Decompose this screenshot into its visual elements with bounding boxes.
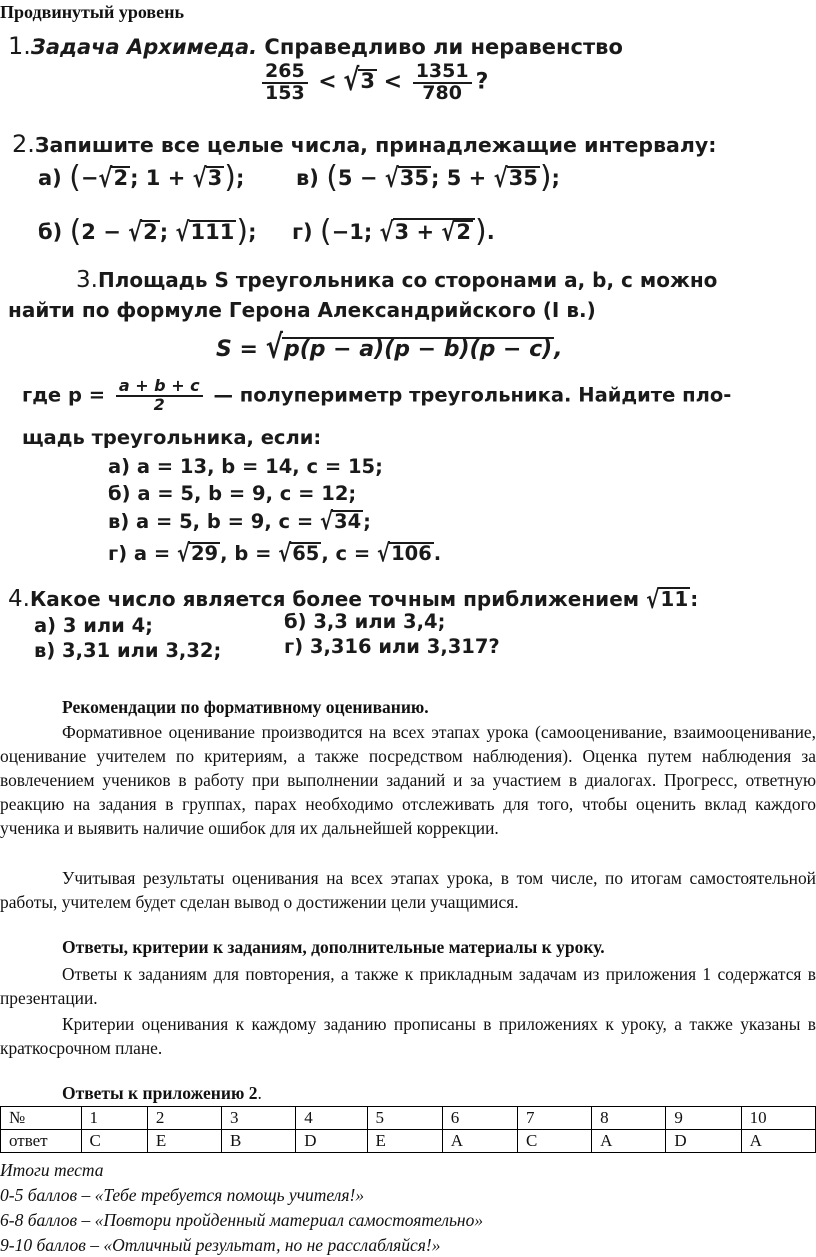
task4-heading: [8, 586, 698, 612]
task3-line3: [22, 378, 731, 414]
task4-item-v: в) 3,31 или 3,32;: [34, 639, 222, 662]
expr: ;: [551, 166, 560, 190]
fraction-265-153: $\frac{265}{153}$: [262, 62, 308, 104]
task3-item-b: б) a = 5, b = 9, c = 12;: [108, 482, 357, 505]
table-cell: 4: [296, 1107, 367, 1130]
paren-close: ): [236, 214, 249, 249]
paren-close: ): [539, 160, 552, 195]
task3-line2: найти по формуле Герона Александрийского (I в.): [8, 298, 596, 322]
expr: в) a = 5, b = 9, c =: [108, 510, 320, 533]
question-mark: ?: [475, 69, 489, 95]
expr: 2 −: [81, 220, 129, 244]
table-cell: 5: [367, 1107, 442, 1130]
table-cell: 10: [741, 1107, 815, 1130]
table-header-row: [1, 1107, 816, 1130]
item-label: в): [296, 166, 319, 190]
expr: .: [486, 220, 495, 244]
answers-paragraph-2: Критерии оценивания к каждому заданию прописаны в приложениях к уроку, а также указаны в краткосрочном плане.: [0, 1014, 816, 1058]
title-dot: .: [257, 1083, 262, 1103]
results-line-2: 6-8 баллов – «Повтори пройденный материал самостоятельно»: [0, 1210, 484, 1230]
table-cell: 2: [147, 1107, 221, 1130]
table-cell: A: [442, 1130, 517, 1153]
paren-open: (: [69, 160, 81, 195]
expr: ;: [248, 220, 257, 244]
table-cell: D: [666, 1130, 741, 1153]
expr: S =: [216, 337, 266, 362]
paren-open: (: [326, 160, 338, 195]
table-cell: ответ: [1, 1130, 82, 1153]
results-title: Итоги теста: [0, 1160, 104, 1180]
task3-line4: щадь треугольника, если:: [22, 426, 322, 449]
table-cell: №: [1, 1107, 82, 1130]
task2-item-a: [38, 160, 244, 195]
table-cell: Е: [147, 1130, 221, 1153]
recommend-paragraph-1: Формативное оценивание производится на всех этапах урока (самооценивание, взаимооценивание, оценивание учителем по критериям, а также посредством наблюдения). Оценка путем наблюдения за вовлечением учеников в работу при выполнении заданий и за участием в диалогах. Прогресс, ответную реакцию на задания в группах, парах необходимо отслеживать для того, чтобы оценить вклад каждого ученика и выявить наличие ошибок для их дальнейшей коррекции.: [0, 722, 816, 838]
task3-number: 3.: [76, 267, 98, 293]
table-cell: 9: [666, 1107, 741, 1130]
task2-number: 2.: [12, 130, 35, 158]
fraction-semi-perimeter: $\frac{a + b + c}{2}$: [116, 378, 203, 414]
results-line-3: 9-10 баллов – «Отличный результат, но не расслабляйся!»: [0, 1235, 441, 1255]
answers-paragraph-1: Ответы к заданиям для повторения, а также к прикладным задачам из приложения 1 содержатся в презентации.: [0, 964, 816, 1008]
expr: −: [80, 166, 99, 190]
table-cell: C: [517, 1130, 591, 1153]
task2-item-v: [296, 160, 560, 195]
less-than: <: [318, 69, 337, 95]
sqrt-35: √35: [384, 163, 430, 193]
expr: г) a =: [108, 542, 177, 565]
task2-item-g: [292, 214, 495, 249]
expr: ,: [554, 337, 563, 362]
sqrt-3: √3: [192, 163, 223, 193]
task3-text: Площадь S треугольника со сторонами a, b, c можно: [97, 268, 718, 292]
task1-number: 1.: [8, 32, 31, 60]
sqrt-65: √65: [278, 539, 320, 568]
table-cell: 8: [592, 1107, 666, 1130]
expr: где p =: [22, 383, 112, 407]
expr: ;: [159, 220, 176, 244]
expr: ;: [363, 510, 371, 533]
table-cell: 6: [442, 1107, 517, 1130]
sqrt-3: √3: [343, 62, 375, 98]
task3-item-g: [108, 539, 442, 568]
heron-formula: [216, 329, 563, 367]
expr: :: [690, 587, 699, 611]
sqrt-3-plus-sqrt-2: √3 + √2: [380, 218, 476, 244]
sqrt-35: √35: [493, 163, 538, 193]
item-label: б): [38, 220, 63, 244]
sqrt-11: √11: [646, 584, 689, 614]
sqrt-111: √111: [175, 217, 235, 247]
fraction-1351-780: $\frac{1351}{780}$: [413, 62, 472, 104]
expr: , b =: [220, 542, 279, 565]
task2-question: Запишите все целые числа, принадлежащие интервалу:: [34, 133, 717, 157]
paren-close: ): [475, 214, 487, 249]
task3-item-v: [108, 507, 371, 536]
task2-item-b: [38, 214, 256, 249]
paren-open: (: [319, 214, 332, 249]
table-cell: 3: [222, 1107, 296, 1130]
less-than-2: <: [383, 69, 403, 95]
expr: 3 +: [394, 220, 442, 244]
task1-question: Справедливо ли неравенство: [264, 35, 623, 59]
sqrt-2: √2: [441, 216, 472, 247]
table-cell: 7: [517, 1107, 591, 1130]
task4-item-b: б) 3,3 или 3,4;: [284, 610, 446, 633]
sqrt-heron: √p(p − a)(p − b)(p − c): [265, 329, 553, 367]
section-title: Продвинутый уровень: [0, 2, 184, 22]
table-row: [1, 1130, 816, 1153]
table-cell: В: [222, 1130, 296, 1153]
task4-number: 4.: [8, 586, 30, 612]
sqrt-2: √2: [98, 163, 129, 193]
paren-close: ): [224, 160, 236, 195]
expr: 5 −: [337, 166, 385, 190]
appendix2-title: [62, 1083, 262, 1104]
task3-line1: [76, 267, 717, 293]
answers-title: Ответы, критерии к заданиям, дополнительные материалы к уроку.: [62, 937, 605, 957]
expr: −1;: [331, 220, 380, 244]
task4-question: Какое число является более точным приближением: [29, 587, 647, 611]
expr: ; 5 +: [431, 166, 494, 190]
task4-item-g: г) 3,316 или 3,317?: [284, 635, 500, 658]
expr: ; 1 +: [130, 166, 193, 190]
recommend-paragraph-2: Учитывая результаты оценивания на всех этапах урока, в том числе, по итогам самостоятельной работы, учителем будет сделан вывод о достижении цели учащимися.: [0, 868, 816, 912]
title-text: Ответы к приложению 2: [62, 1083, 258, 1103]
paren-open: (: [69, 214, 82, 249]
table-cell: A: [592, 1130, 666, 1153]
task4-item-a: а) 3 или 4;: [34, 614, 153, 637]
recommend-title: Рекомендации по формативному оцениванию.: [62, 697, 429, 717]
task1-heading: [8, 32, 623, 60]
expr: .: [433, 542, 442, 565]
results-line-1: 0-5 баллов – «Тебе требуется помощь учителя!»: [0, 1185, 365, 1205]
sqrt-29: √29: [176, 539, 219, 568]
task1-inequality: [258, 62, 488, 104]
sqrt-34: √34: [320, 507, 362, 536]
table-cell: 1: [81, 1107, 147, 1130]
table-cell: С: [81, 1130, 147, 1153]
table-cell: E: [367, 1130, 442, 1153]
table-cell: A: [741, 1130, 815, 1153]
table-cell: D: [296, 1130, 367, 1153]
expr: — полупериметр треугольника. Найдите пло-: [206, 383, 732, 407]
task3-item-a: а) a = 13, b = 14, c = 15;: [108, 455, 383, 478]
radicand: [393, 216, 475, 247]
item-label: г): [292, 220, 313, 244]
item-label: а): [38, 166, 62, 190]
task1-title: Задача Архимеда.: [30, 35, 258, 59]
sqrt-106: √106: [377, 539, 432, 568]
answers-table: [0, 1106, 816, 1153]
sqrt-2: √2: [128, 217, 158, 247]
task2-heading: [12, 130, 716, 158]
expr: ;: [235, 166, 245, 190]
expr: , c =: [321, 542, 378, 565]
